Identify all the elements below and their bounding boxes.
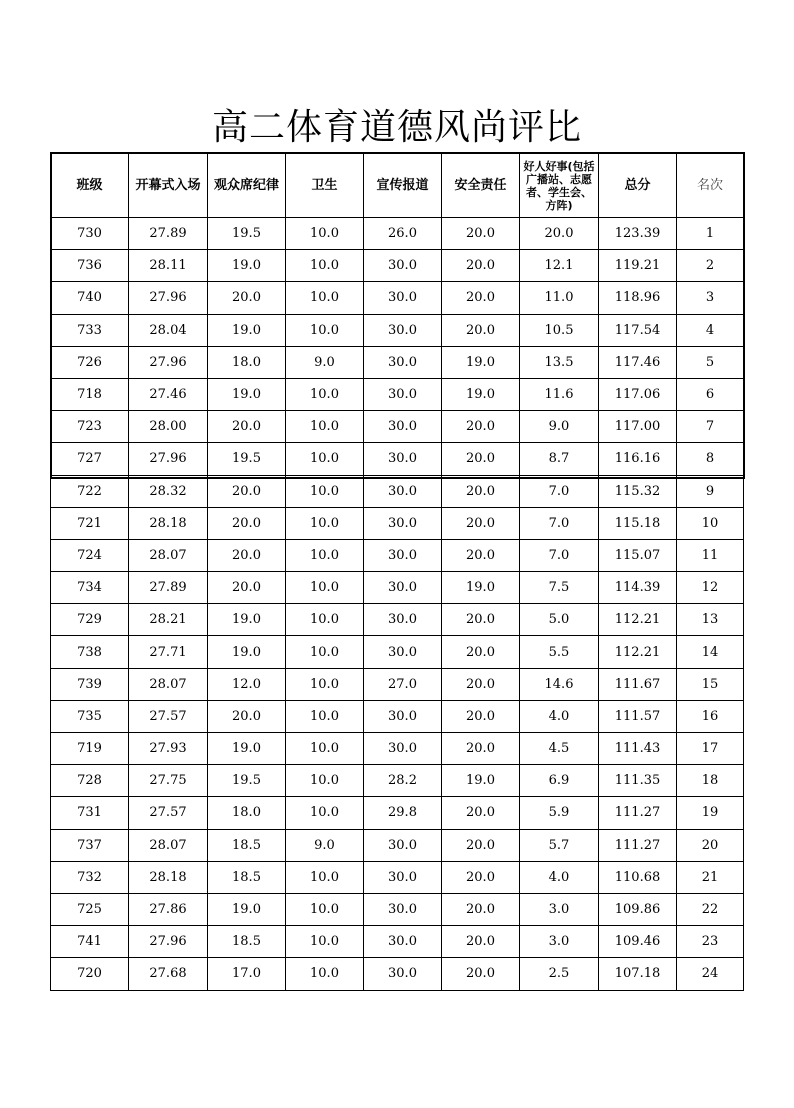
cell-opening-entry: 27.89	[129, 572, 208, 604]
cell-class: 730	[51, 218, 129, 250]
table-row	[51, 700, 744, 732]
cell-hygiene: 9.0	[286, 829, 364, 861]
cell-hygiene: 10.0	[286, 861, 364, 893]
cell-audience-discipline: 17.0	[208, 958, 286, 990]
cell-audience-discipline: 20.0	[208, 539, 286, 571]
cell-audience-discipline: 20.0	[208, 700, 286, 732]
table-row	[51, 507, 744, 539]
cell-audience-discipline: 12.0	[208, 668, 286, 700]
cell-rank: 6	[677, 378, 744, 410]
cell-hygiene: 10.0	[286, 539, 364, 571]
cell-opening-entry: 27.96	[129, 443, 208, 475]
cell-safety: 20.0	[442, 314, 520, 346]
table-row	[51, 636, 744, 668]
cell-good-deeds: 12.1	[520, 250, 599, 282]
table-row	[51, 829, 744, 861]
cell-total: 117.00	[599, 411, 677, 443]
cell-publicity: 27.0	[364, 668, 442, 700]
cell-total: 118.96	[599, 282, 677, 314]
cell-good-deeds: 11.0	[520, 282, 599, 314]
cell-rank: 1	[677, 218, 744, 250]
cell-class: 734	[51, 572, 129, 604]
cell-audience-discipline: 18.0	[208, 797, 286, 829]
cell-hygiene: 10.0	[286, 475, 364, 507]
table-row	[51, 797, 744, 829]
cell-safety: 19.0	[442, 346, 520, 378]
table-row	[51, 443, 744, 475]
cell-audience-discipline: 19.5	[208, 218, 286, 250]
cell-safety: 20.0	[442, 282, 520, 314]
cell-audience-discipline: 18.0	[208, 346, 286, 378]
table-row	[51, 958, 744, 990]
cell-good-deeds: 4.5	[520, 733, 599, 765]
cell-good-deeds: 7.5	[520, 572, 599, 604]
cell-class: 729	[51, 604, 129, 636]
cell-safety: 20.0	[442, 507, 520, 539]
cell-publicity: 30.0	[364, 958, 442, 990]
cell-safety: 20.0	[442, 700, 520, 732]
cell-total: 114.39	[599, 572, 677, 604]
cell-total: 116.16	[599, 443, 677, 475]
cell-total: 109.46	[599, 926, 677, 958]
header-hygiene: 卫生	[286, 154, 364, 218]
cell-opening-entry: 27.86	[129, 893, 208, 925]
cell-safety: 19.0	[442, 765, 520, 797]
score-table	[50, 153, 744, 991]
header-rank: 名次	[677, 154, 744, 218]
table-row	[51, 861, 744, 893]
cell-publicity: 30.0	[364, 250, 442, 282]
cell-rank: 17	[677, 733, 744, 765]
cell-total: 110.68	[599, 861, 677, 893]
cell-publicity: 30.0	[364, 926, 442, 958]
cell-good-deeds: 13.5	[520, 346, 599, 378]
cell-publicity: 30.0	[364, 829, 442, 861]
table-row	[51, 926, 744, 958]
cell-publicity: 29.8	[364, 797, 442, 829]
cell-hygiene: 10.0	[286, 411, 364, 443]
cell-opening-entry: 28.07	[129, 668, 208, 700]
cell-hygiene: 10.0	[286, 572, 364, 604]
cell-publicity: 30.0	[364, 572, 442, 604]
table-row	[51, 218, 744, 250]
cell-opening-entry: 28.07	[129, 539, 208, 571]
cell-hygiene: 10.0	[286, 378, 364, 410]
cell-rank: 5	[677, 346, 744, 378]
table-row	[51, 733, 744, 765]
cell-rank: 7	[677, 411, 744, 443]
cell-good-deeds: 3.0	[520, 926, 599, 958]
cell-rank: 4	[677, 314, 744, 346]
cell-rank: 15	[677, 668, 744, 700]
cell-total: 115.32	[599, 475, 677, 507]
cell-opening-entry: 27.68	[129, 958, 208, 990]
cell-safety: 20.0	[442, 218, 520, 250]
cell-opening-entry: 27.96	[129, 926, 208, 958]
cell-publicity: 30.0	[364, 733, 442, 765]
header-class: 班级	[51, 154, 129, 218]
cell-total: 115.18	[599, 507, 677, 539]
cell-class: 731	[51, 797, 129, 829]
cell-total: 115.07	[599, 539, 677, 571]
cell-safety: 20.0	[442, 958, 520, 990]
cell-opening-entry: 27.75	[129, 765, 208, 797]
cell-hygiene: 10.0	[286, 443, 364, 475]
cell-class: 725	[51, 893, 129, 925]
cell-rank: 3	[677, 282, 744, 314]
cell-opening-entry: 27.96	[129, 282, 208, 314]
header-safety: 安全责任	[442, 154, 520, 218]
cell-class: 721	[51, 507, 129, 539]
cell-publicity: 30.0	[364, 346, 442, 378]
cell-publicity: 30.0	[364, 539, 442, 571]
cell-safety: 20.0	[442, 926, 520, 958]
cell-rank: 2	[677, 250, 744, 282]
cell-audience-discipline: 20.0	[208, 572, 286, 604]
cell-good-deeds: 14.6	[520, 668, 599, 700]
table-row	[51, 346, 744, 378]
cell-class: 732	[51, 861, 129, 893]
cell-audience-discipline: 20.0	[208, 475, 286, 507]
cell-rank: 20	[677, 829, 744, 861]
cell-audience-discipline: 18.5	[208, 861, 286, 893]
cell-hygiene: 10.0	[286, 733, 364, 765]
cell-audience-discipline: 19.0	[208, 733, 286, 765]
cell-audience-discipline: 19.0	[208, 604, 286, 636]
cell-hygiene: 9.0	[286, 346, 364, 378]
cell-good-deeds: 4.0	[520, 861, 599, 893]
cell-audience-discipline: 19.0	[208, 893, 286, 925]
cell-audience-discipline: 20.0	[208, 411, 286, 443]
cell-safety: 20.0	[442, 829, 520, 861]
cell-publicity: 30.0	[364, 636, 442, 668]
cell-total: 117.46	[599, 346, 677, 378]
cell-audience-discipline: 18.5	[208, 829, 286, 861]
cell-audience-discipline: 19.5	[208, 765, 286, 797]
cell-safety: 20.0	[442, 250, 520, 282]
cell-rank: 16	[677, 700, 744, 732]
table-row	[51, 668, 744, 700]
cell-publicity: 30.0	[364, 282, 442, 314]
page-title: 高二体育道德风尚评比	[211, 107, 582, 148]
cell-good-deeds: 6.9	[520, 765, 599, 797]
header-audience-discipline: 观众席纪律	[208, 154, 286, 218]
cell-safety: 20.0	[442, 797, 520, 829]
table-row	[51, 378, 744, 410]
cell-rank: 21	[677, 861, 744, 893]
cell-safety: 20.0	[442, 539, 520, 571]
cell-class: 737	[51, 829, 129, 861]
cell-opening-entry: 28.32	[129, 475, 208, 507]
cell-hygiene: 10.0	[286, 700, 364, 732]
cell-good-deeds: 7.0	[520, 539, 599, 571]
cell-opening-entry: 28.18	[129, 507, 208, 539]
table-row	[51, 411, 744, 443]
cell-safety: 20.0	[442, 411, 520, 443]
cell-class: 736	[51, 250, 129, 282]
cell-hygiene: 10.0	[286, 314, 364, 346]
cell-opening-entry: 28.04	[129, 314, 208, 346]
cell-good-deeds: 9.0	[520, 411, 599, 443]
cell-audience-discipline: 19.0	[208, 314, 286, 346]
cell-audience-discipline: 20.0	[208, 282, 286, 314]
cell-publicity: 30.0	[364, 700, 442, 732]
cell-total: 117.54	[599, 314, 677, 346]
cell-total: 111.27	[599, 829, 677, 861]
table-row	[51, 314, 744, 346]
cell-good-deeds: 5.9	[520, 797, 599, 829]
cell-class: 740	[51, 282, 129, 314]
cell-good-deeds: 5.7	[520, 829, 599, 861]
cell-hygiene: 10.0	[286, 797, 364, 829]
cell-good-deeds: 5.0	[520, 604, 599, 636]
cell-publicity: 30.0	[364, 604, 442, 636]
cell-hygiene: 10.0	[286, 604, 364, 636]
header-total: 总分	[599, 154, 677, 218]
cell-publicity: 30.0	[364, 378, 442, 410]
cell-total: 123.39	[599, 218, 677, 250]
cell-class: 724	[51, 539, 129, 571]
cell-publicity: 30.0	[364, 861, 442, 893]
cell-opening-entry: 27.93	[129, 733, 208, 765]
cell-rank: 23	[677, 926, 744, 958]
cell-total: 111.43	[599, 733, 677, 765]
cell-opening-entry: 28.00	[129, 411, 208, 443]
cell-safety: 20.0	[442, 861, 520, 893]
header-good-deeds: 好人好事(包括广播站、志愿者、学生会、方阵)	[520, 154, 599, 218]
cell-total: 117.06	[599, 378, 677, 410]
cell-good-deeds: 2.5	[520, 958, 599, 990]
cell-audience-discipline: 19.5	[208, 443, 286, 475]
cell-safety: 20.0	[442, 636, 520, 668]
cell-hygiene: 10.0	[286, 926, 364, 958]
cell-class: 727	[51, 443, 129, 475]
cell-good-deeds: 7.0	[520, 475, 599, 507]
cell-opening-entry: 27.57	[129, 700, 208, 732]
cell-opening-entry: 28.11	[129, 250, 208, 282]
cell-class: 722	[51, 475, 129, 507]
cell-audience-discipline: 19.0	[208, 636, 286, 668]
cell-safety: 20.0	[442, 475, 520, 507]
cell-rank: 9	[677, 475, 744, 507]
cell-hygiene: 10.0	[286, 282, 364, 314]
cell-safety: 20.0	[442, 733, 520, 765]
cell-class: 720	[51, 958, 129, 990]
table-row	[51, 282, 744, 314]
cell-class: 733	[51, 314, 129, 346]
cell-opening-entry: 27.71	[129, 636, 208, 668]
table-row	[51, 539, 744, 571]
cell-total: 111.27	[599, 797, 677, 829]
cell-rank: 18	[677, 765, 744, 797]
table-row	[51, 475, 744, 507]
cell-good-deeds: 4.0	[520, 700, 599, 732]
cell-total: 109.86	[599, 893, 677, 925]
cell-good-deeds: 7.0	[520, 507, 599, 539]
cell-class: 735	[51, 700, 129, 732]
cell-publicity: 30.0	[364, 475, 442, 507]
cell-hygiene: 10.0	[286, 507, 364, 539]
cell-hygiene: 10.0	[286, 893, 364, 925]
header-opening-entry: 开幕式入场	[129, 154, 208, 218]
cell-audience-discipline: 20.0	[208, 507, 286, 539]
cell-class: 741	[51, 926, 129, 958]
cell-good-deeds: 11.6	[520, 378, 599, 410]
cell-hygiene: 10.0	[286, 668, 364, 700]
cell-good-deeds: 5.5	[520, 636, 599, 668]
cell-safety: 20.0	[442, 443, 520, 475]
cell-class: 728	[51, 765, 129, 797]
cell-total: 107.18	[599, 958, 677, 990]
cell-rank: 19	[677, 797, 744, 829]
cell-publicity: 28.2	[364, 765, 442, 797]
cell-opening-entry: 28.18	[129, 861, 208, 893]
cell-hygiene: 10.0	[286, 765, 364, 797]
cell-safety: 19.0	[442, 572, 520, 604]
cell-total: 111.35	[599, 765, 677, 797]
cell-rank: 12	[677, 572, 744, 604]
cell-rank: 13	[677, 604, 744, 636]
table-row	[51, 893, 744, 925]
cell-rank: 11	[677, 539, 744, 571]
cell-rank: 24	[677, 958, 744, 990]
cell-safety: 20.0	[442, 893, 520, 925]
cell-audience-discipline: 18.5	[208, 926, 286, 958]
cell-class: 726	[51, 346, 129, 378]
cell-hygiene: 10.0	[286, 218, 364, 250]
cell-rank: 10	[677, 507, 744, 539]
cell-opening-entry: 27.96	[129, 346, 208, 378]
cell-publicity: 26.0	[364, 218, 442, 250]
cell-rank: 22	[677, 893, 744, 925]
table-row	[51, 572, 744, 604]
cell-publicity: 30.0	[364, 314, 442, 346]
cell-opening-entry: 27.46	[129, 378, 208, 410]
header-row	[51, 154, 744, 218]
cell-publicity: 30.0	[364, 443, 442, 475]
cell-total: 111.67	[599, 668, 677, 700]
cell-rank: 8	[677, 443, 744, 475]
cell-class: 719	[51, 733, 129, 765]
cell-total: 119.21	[599, 250, 677, 282]
cell-safety: 20.0	[442, 604, 520, 636]
cell-total: 112.21	[599, 604, 677, 636]
cell-opening-entry: 28.21	[129, 604, 208, 636]
cell-class: 718	[51, 378, 129, 410]
cell-opening-entry: 28.07	[129, 829, 208, 861]
cell-audience-discipline: 19.0	[208, 378, 286, 410]
cell-hygiene: 10.0	[286, 636, 364, 668]
cell-good-deeds: 8.7	[520, 443, 599, 475]
cell-good-deeds: 20.0	[520, 218, 599, 250]
header-publicity: 宣传报道	[364, 154, 442, 218]
cell-good-deeds: 3.0	[520, 893, 599, 925]
cell-publicity: 30.0	[364, 411, 442, 443]
cell-class: 738	[51, 636, 129, 668]
cell-audience-discipline: 19.0	[208, 250, 286, 282]
table-row	[51, 765, 744, 797]
cell-class: 739	[51, 668, 129, 700]
cell-total: 111.57	[599, 700, 677, 732]
cell-publicity: 30.0	[364, 893, 442, 925]
cell-safety: 19.0	[442, 378, 520, 410]
cell-total: 112.21	[599, 636, 677, 668]
cell-opening-entry: 27.89	[129, 218, 208, 250]
cell-safety: 20.0	[442, 668, 520, 700]
cell-publicity: 30.0	[364, 507, 442, 539]
table-row	[51, 250, 744, 282]
cell-class: 723	[51, 411, 129, 443]
cell-hygiene: 10.0	[286, 958, 364, 990]
table-row	[51, 604, 744, 636]
cell-opening-entry: 27.57	[129, 797, 208, 829]
cell-hygiene: 10.0	[286, 250, 364, 282]
cell-rank: 14	[677, 636, 744, 668]
cell-good-deeds: 10.5	[520, 314, 599, 346]
